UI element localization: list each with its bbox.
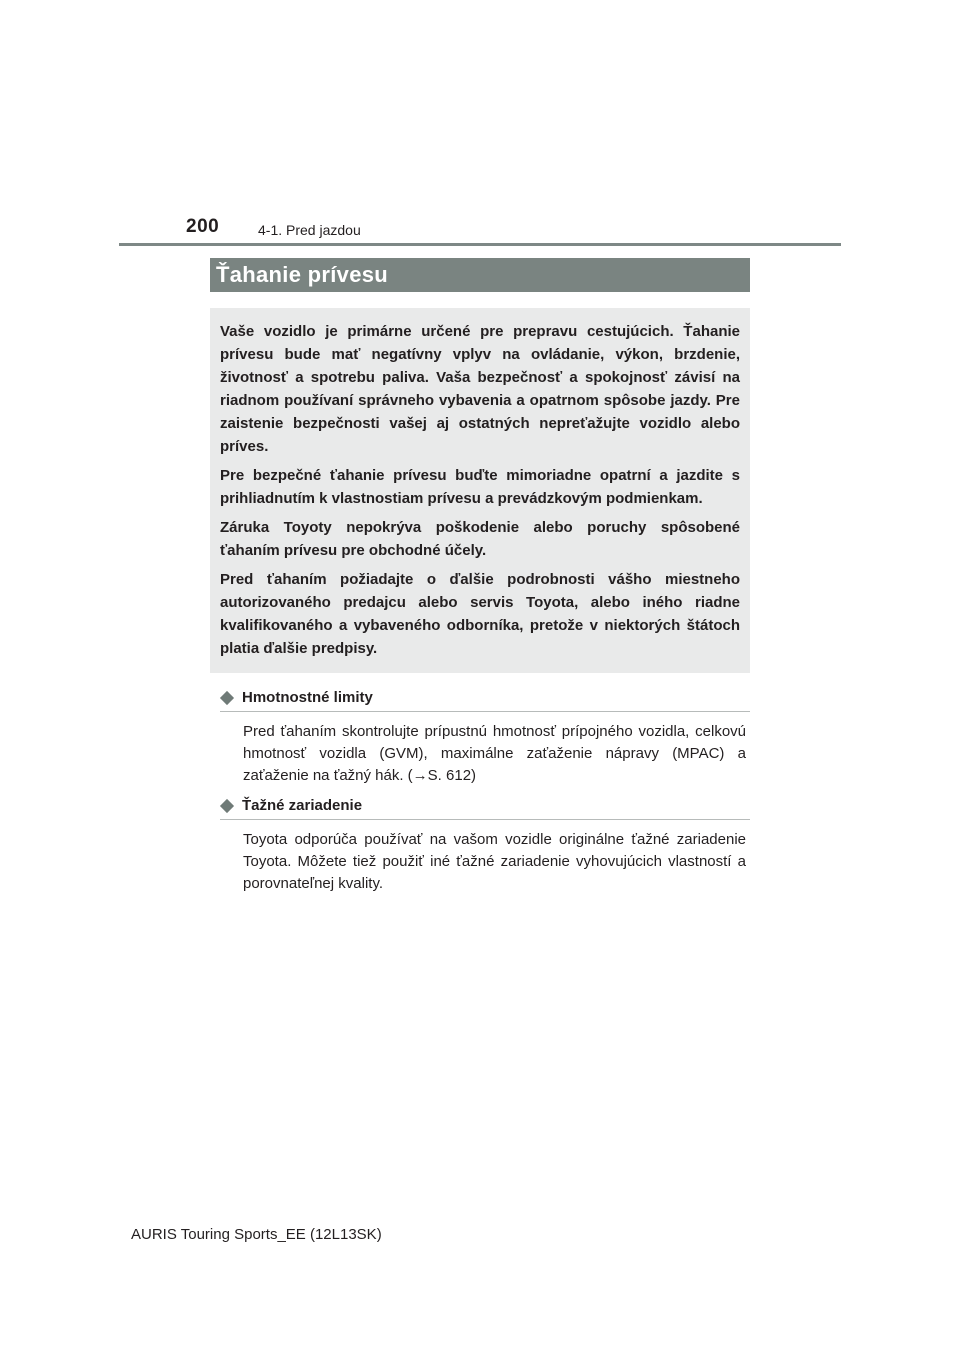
intro-paragraph: Pre bezpečné ťahanie prívesu buďte mimoriadne opatrní a jazdite s prihliadnutím k vlastnostiam prívesu a prevádzkovým podmienkam.	[220, 467, 740, 507]
section-body-weight-limits: Pred ťahaním skontrolujte prípustnú hmotnosť prípojného vozidla, celkovú hmotnosť vozidla (GVM), maximálne zaťaženie nápravy (MPAC) a zaťaženie na ťažný hák. (→S. 612)	[243, 723, 746, 784]
intro-box	[210, 308, 750, 673]
header-divider	[119, 243, 841, 246]
section-heading-label: Ťažné zariadenie	[242, 797, 363, 814]
section-heading-towing-hitch	[220, 795, 750, 820]
intro-paragraph: Vaše vozidlo je primárne určené pre prepravu cestujúcich. Ťahanie prívesu bude mať negatívny vplyv na ovládanie, výkon, brzdenie, životnosť a spotrebu paliva. Vaša bezpečnosť a spokojnosť závisí na riadnom používaní správneho vybavenia a opatrnom spôsobe jazdy. Pre zaistenie bezpečnosti vašej aj ostatných nepreťažujte vozidlo alebo príves.	[220, 323, 740, 455]
section-heading-weight-limits	[220, 687, 750, 712]
diamond-bullet-icon	[220, 798, 234, 812]
intro-paragraph: Pred ťahaním požiadajte o ďalšie podrobnosti vášho miestneho autorizovaného predajcu alebo servis Toyota, alebo iného riadne kvalifikovaného a vybaveného odborníka, pretože v niektorých štátoch platia ďalšie predpisy.	[220, 571, 740, 657]
page-title: Ťahanie prívesu	[210, 258, 750, 292]
footer-model-code: AURIS Touring Sports_EE (12L13SK)	[131, 1226, 382, 1243]
diamond-bullet-icon	[220, 690, 234, 704]
section-label: 4-1. Pred jazdou	[258, 222, 361, 238]
page-number: 200	[186, 216, 220, 237]
intro-paragraph: Záruka Toyoty nepokrýva poškodenie alebo poruchy spôsobené ťahaním prívesu pre obchodné účely.	[220, 519, 740, 559]
section-heading-label: Hmotnostné limity	[242, 689, 373, 706]
section-body-towing-hitch: Toyota odporúča používať na vašom vozidle originálne ťažné zariadenie Toyota. Môžete tiež použiť iné ťažné zariadenie vyhovujúcich vlastností a porovnateľnej kvality.	[243, 831, 746, 892]
